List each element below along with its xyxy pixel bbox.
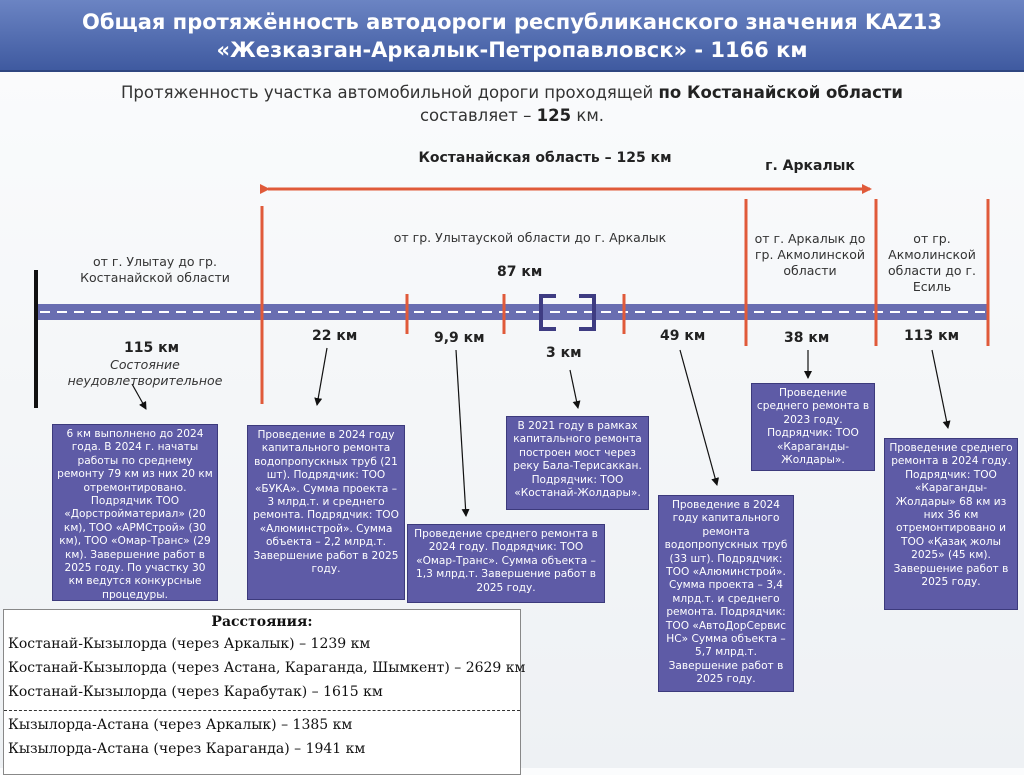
distance-87: 87 км — [497, 264, 543, 280]
info-box-section-49: Проведение в 2024 году капитального ремонта водопропускных труб (33 шт). Подрядчик: ТОО «Алюминстрой». Сумма проекта – 3,4 млрд.т. и среднего ремонта. Подрядчик: ТОО «АвтоДорСервис НС» Сумма объекта – 5,7 млрд.т. Завершение работ в 2025 году. — [658, 495, 794, 692]
info-box-bridge: В 2021 году в рамках капитального ремонта построен мост через реку Бала-Терисаккан. Подрядчик: ТОО «Костанай-Жолдары». — [506, 416, 649, 510]
info-box-section-38: Проведение среднего ремонта в 2023 году. Подрядчик: ТОО «Караганды-Жолдары». — [751, 383, 875, 471]
region-label: Костанайская область – 125 км — [418, 150, 672, 166]
info-box-section-115: 6 км выполнено до 2024 года. В 2024 г. начаты работы по среднему ремонту 79 км из них 20 км отремонтировано. Подрядчик ТОО «Дорстройматериал» (20 км), ТОО «АРМСтрой» (30 км), ТОО «Омар-Транс» (29 км). Завершение работ в 2025 году. По участку 30 км ведутся конкурсные процедуры. — [52, 424, 218, 601]
callout-arrow-b4 — [570, 370, 578, 408]
distance-row: Костанай-Кызылорда (через Аркалык) – 1239 км — [8, 636, 371, 652]
subtitle-region: по Костанайской области — [658, 83, 903, 102]
section-label-right: от гр. Акмолинской области до г. Есиль — [887, 231, 977, 294]
distance-9-9: 9,9 км — [434, 330, 485, 346]
city-label: г. Аркалык — [765, 158, 855, 174]
distance-3: 3 км — [546, 345, 582, 361]
distance-38: 38 км — [784, 330, 830, 346]
subtitle-text2: составляет – — [419, 106, 537, 125]
section-label-arkalyk: от г. Аркалык до гр. Акмолинской области — [754, 231, 866, 278]
info-box-section-22: Проведение в 2024 году капитального ремонта водопропускных труб (21 шт). Подрядчик: ТОО «БУКА». Сумма проекта – 3 млрд.т. и среднего ремонта. Подрядчик: ТОО «Алюминстрой». Сумма объекта – 2,2 млрд.т. Завершение работ в 2025 году. — [247, 425, 405, 600]
distance-row: Кызылорда-Астана (через Аркалык) – 1385 км — [8, 717, 353, 733]
subtitle-length: 125 — [536, 106, 572, 125]
distance-22: 22 км — [312, 328, 358, 344]
distance-113: 113 км — [904, 328, 960, 344]
info-box-section-9-9: Проведение среднего ремонта в 2024 году. Подрядчик: ТОО «Омар-Транс». Сумма объекта – 1,3 млрд.т. Завершение работ в 2025 году. — [407, 524, 605, 603]
distance-table-title: Расстояния: — [211, 614, 313, 630]
callout-arrow-b7 — [932, 350, 948, 428]
callout-arrow-b5 — [680, 350, 717, 485]
callout-arrow-b2 — [317, 348, 327, 405]
distance-row: Костанай-Кызылорда (через Карабутак) – 1615 км — [8, 684, 383, 700]
header-title-line1: Общая протяжённость автодороги республиканского значения KAZ13 — [81, 10, 942, 34]
distance-49: 49 км — [660, 328, 706, 344]
subtitle-text3: км. — [571, 106, 605, 125]
info-box-section-113: Проведение среднего ремонта в 2024 году. Подрядчик: ТОО «Караганды-Жолдары» 68 км из них 36 км отремонтировано и ТОО «Қазақ жолы 2025» (45 км). Завершение работ в 2025 году. — [884, 438, 1018, 610]
section-label-middle: от гр. Улытауской области до г. Аркалык — [393, 230, 667, 245]
distance-115: 115 км — [124, 340, 180, 356]
header-title-line2: «Жезказган-Аркалык-Петропавловск» - 1166 км — [216, 38, 808, 62]
callout-arrow-b3 — [456, 350, 466, 516]
distance-row: Костанай-Кызылорда (через Астана, Караганда, Шымкент) – 2629 км — [8, 660, 526, 676]
distance-table — [3, 609, 526, 775]
distance-row: Кызылорда-Астана (через Караганда) – 1941 км — [8, 741, 366, 757]
section-label-left: от г. Улытау до гр. Костанайской области — [80, 254, 230, 285]
subtitle-text1: Протяженность участка автомобильной дороги проходящей — [121, 83, 659, 102]
distance-table-divider — [4, 710, 520, 711]
condition-note: Состояние неудовлетворительное — [67, 357, 223, 388]
